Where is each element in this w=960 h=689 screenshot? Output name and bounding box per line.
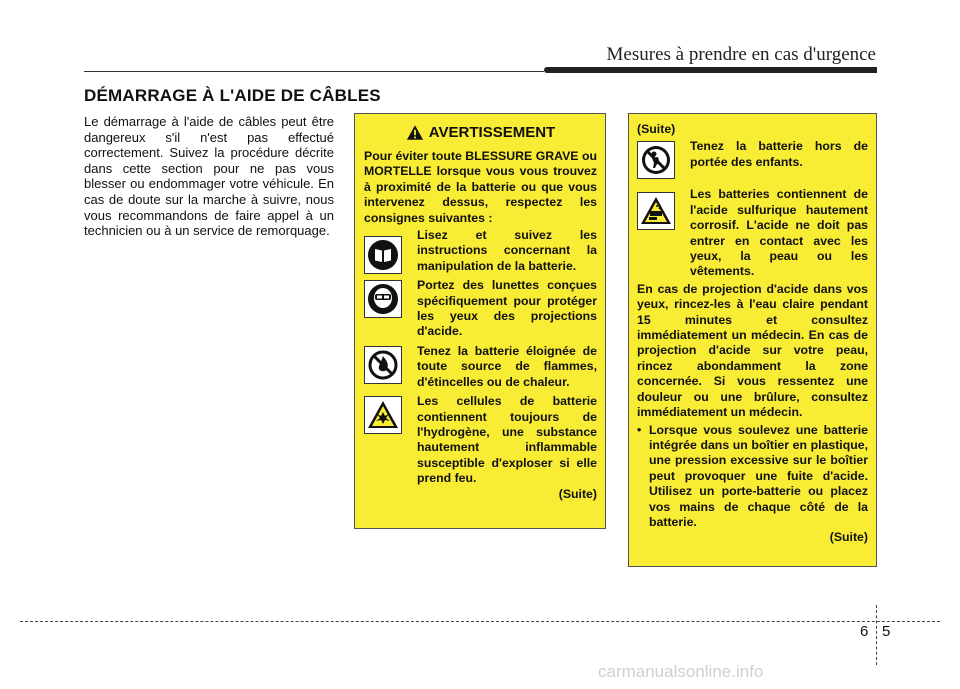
warning-item-text: Lisez et suivez les instructions concernant la manipulation de la batterie.	[417, 228, 597, 273]
warning-item-text: Tenez la batterie éloignée de toute source de flammes, d'étincelles ou de chaleur.	[417, 343, 597, 389]
suite-label: (Suite)	[558, 486, 597, 501]
warning-item-text: Portez des lunettes conçues spécifiquement pour protéger les yeux des projections d'acide.	[417, 278, 597, 339]
page-number-divider	[876, 605, 877, 665]
bullet-text: Lorsque vous soulevez une batterie intégrée dans un boîtier en plastique, une pression excessive sur le boîtier peut provoquer une fuite d'acide. Utilisez un porte-batterie ou placez vos mains de chaque côté de la batterie.	[649, 422, 868, 529]
section-title: DÉMARRAGE À L'AIDE DE CÂBLES	[84, 86, 381, 105]
warning-item-goggles	[364, 278, 597, 340]
warning-item-children	[637, 139, 868, 179]
no-children-icon-frame	[637, 141, 675, 179]
safety-goggles-icon	[367, 283, 399, 315]
suite-label-bottom: (Suite)	[829, 530, 868, 545]
battery-lifting-bullet	[637, 423, 868, 531]
footer-rule	[20, 621, 940, 622]
warning-triangle-icon	[406, 124, 424, 141]
warning-title: AVERTISSEMENT	[428, 124, 556, 141]
acid-hand-icon	[640, 195, 672, 227]
no-children-icon	[640, 144, 672, 176]
bullet-dot: •	[637, 422, 642, 437]
warning-item-text: Tenez la batterie hors de portée des enfants.	[690, 139, 868, 169]
warning-lead: Pour éviter toute BLESSURE GRAVE ou MORTELLE lorsque vous vous trouvez à proximité de la batterie ou que vous intervenez dessus, respectez les consignes suivantes :	[364, 149, 597, 225]
goggles-icon-frame	[364, 280, 402, 318]
header-title: Mesures à prendre en cas d'urgence	[606, 44, 876, 65]
no-flame-icon	[367, 349, 399, 381]
acid-contact-paragraph: En cas de projection d'acide dans vos yeux, rincez-les à l'eau claire pendant 15 minutes et consultez immédiatement un médecin. En cas de projection d'acide sur votre peau, rincez abondamment la zone concernée. Si vous ressentez une douleur ou une brûlure, consultez immédiatement un médecin.	[637, 281, 868, 420]
page-number: 5	[882, 623, 891, 640]
warning-item-text: Les batteries contiennent de l'acide sulfurique hautement corrosif. L'acide ne doit pas entrer en contact avec les yeux, la peau ou les vêtements.	[690, 187, 868, 279]
warning-heading	[364, 124, 597, 141]
explosion-icon	[367, 399, 399, 431]
header-bar	[544, 67, 877, 73]
warning-item-explosion	[364, 394, 597, 486]
chapter-number: 6	[860, 623, 869, 640]
warning-box-1	[354, 113, 606, 529]
intro-paragraph: Le démarrage à l'aide de câbles peut être dangereux s'il n'est pas effectué correctement. Suivez la procédure décrite dans cette section pour ne pas vous blesser ou endommager votre véhicule. En cas de doute sur la marche à suivre, nous vous recommandons de faire appel à un technicien ou à un service de remorquage.	[84, 114, 334, 239]
warning-item-acid	[637, 187, 868, 279]
no-flame-icon-frame	[364, 346, 402, 384]
warning-box-2	[628, 113, 877, 567]
warning-item-read	[364, 228, 597, 274]
book-icon	[367, 239, 399, 271]
watermark: carmanualsonline.info	[598, 662, 764, 681]
header-rule	[84, 71, 544, 72]
acid-hand-icon-frame	[637, 192, 675, 230]
warning-item-text: Les cellules de batterie contiennent toujours de l'hydrogène, une substance hautement inflammable susceptible d'exploser si elle prend feu.	[417, 394, 597, 486]
warning-item-flame	[364, 344, 597, 390]
suite-label-top: (Suite)	[637, 122, 676, 136]
explosion-icon-frame	[364, 396, 402, 434]
book-icon-frame	[364, 236, 402, 274]
